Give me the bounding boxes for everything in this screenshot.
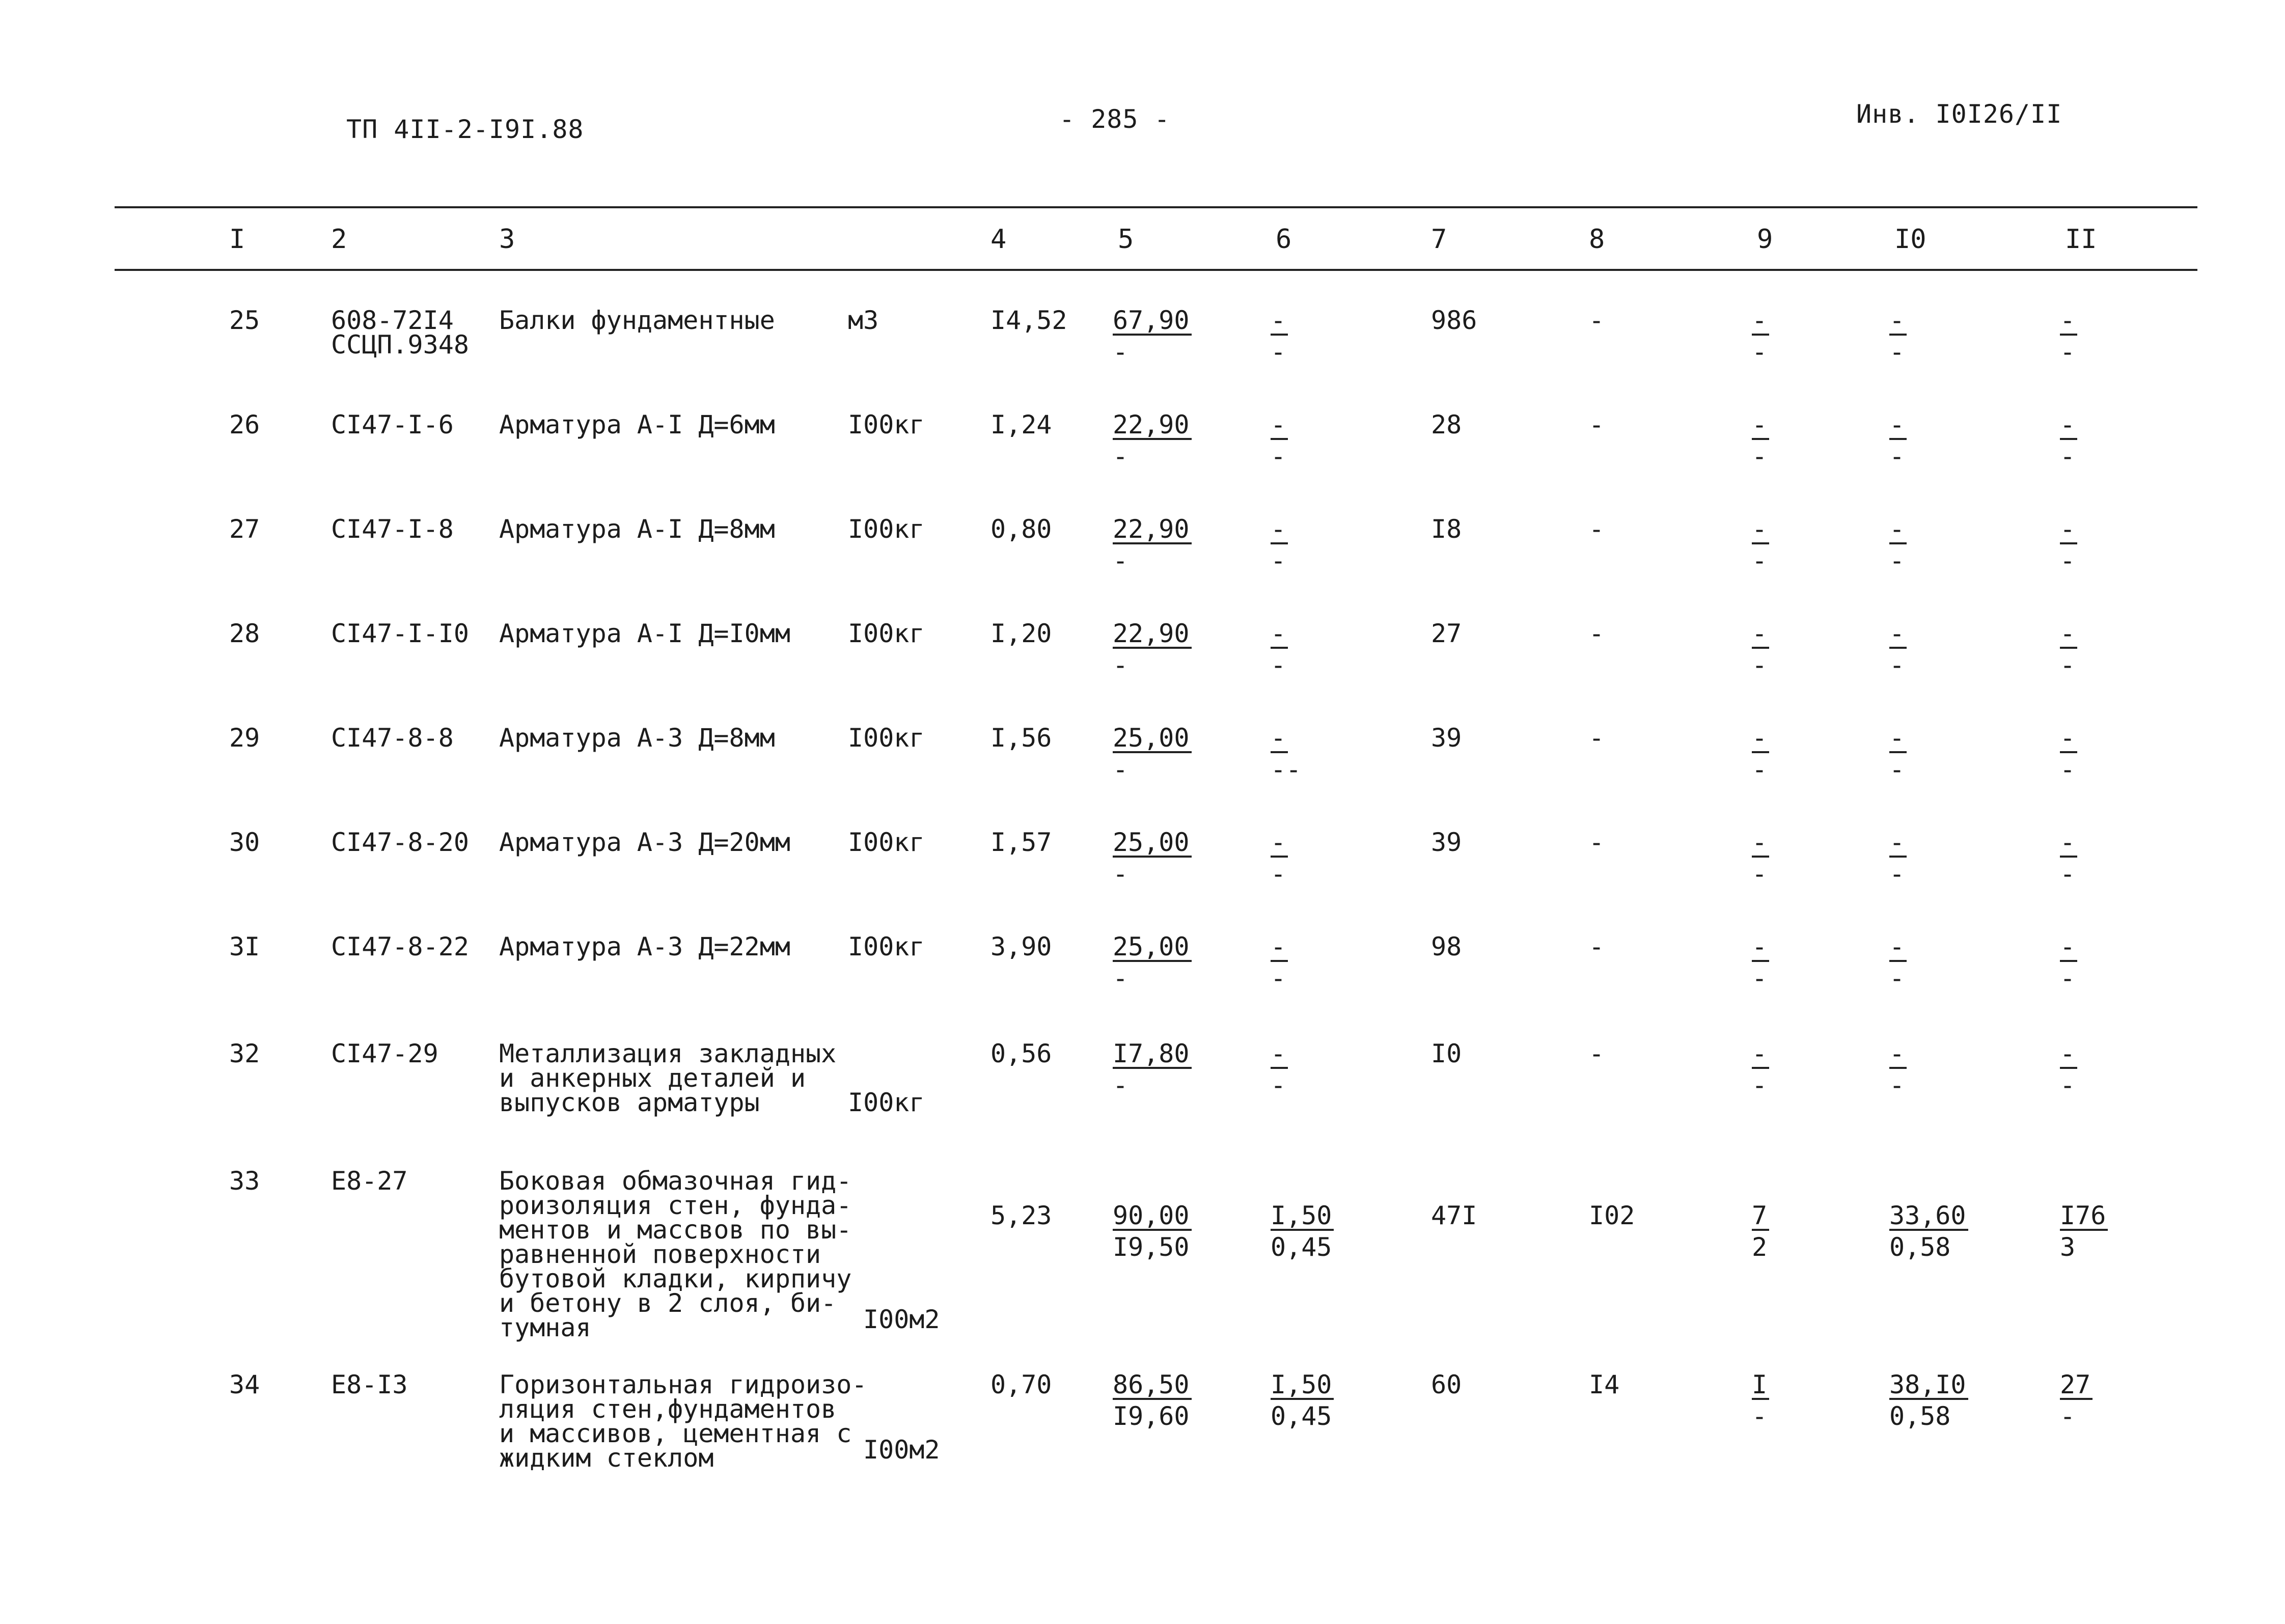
fraction-denominator: - — [2060, 442, 2076, 471]
fraction-cell-c6 — [1271, 514, 1288, 575]
fraction-cell-c11 — [2060, 1201, 2108, 1262]
fraction-numerator: I7,80 — [1113, 1041, 1192, 1069]
fraction-numerator: I,50 — [1271, 1203, 1334, 1231]
unit-cell: I00кг — [848, 619, 925, 648]
quantity-cell: I,56 — [990, 723, 1052, 753]
fraction-cell-c11 — [2060, 306, 2077, 367]
row-number-cell: 3I — [229, 932, 260, 961]
fraction-cell-c6 — [1271, 306, 1288, 367]
unit-cell: I00м2 — [863, 1305, 940, 1334]
fraction-numerator: 33,60 — [1889, 1203, 1968, 1231]
name-cell: Боковая обмазочная гид- роизоляция стен, фунда- ментов и массвов по вы- равненной поверхности бутовой кладки, кирпичу и бетону в 2 слоя, би- тумная — [499, 1166, 852, 1342]
fraction-numerator: - — [1271, 308, 1288, 336]
fraction-cell-c10 — [1889, 306, 1907, 367]
fraction-numerator: 25,00 — [1113, 726, 1192, 753]
column-header-8: 8 — [1589, 224, 1605, 255]
fraction-numerator: - — [1271, 517, 1288, 544]
fraction-cell-c11 — [2060, 412, 2077, 469]
column-header-1: I — [229, 224, 245, 255]
fraction-denominator: - — [1271, 859, 1286, 889]
fraction-denominator: - — [1889, 337, 1905, 367]
quantity-cell: 3,90 — [990, 932, 1052, 961]
fraction-numerator: - — [2060, 1041, 2077, 1069]
fraction-denominator: - — [1752, 546, 1768, 575]
fraction-denominator: - — [1752, 337, 1768, 367]
fraction-numerator: - — [1889, 517, 1907, 544]
name-cell: Арматура А-3 Д=22мм — [499, 932, 790, 961]
fraction-cell-c5 — [1113, 514, 1192, 575]
row-number-cell: 32 — [229, 1039, 260, 1068]
column-header-5: 5 — [1118, 224, 1134, 255]
row-number-cell: 25 — [229, 306, 260, 335]
fraction-numerator: - — [2060, 412, 2077, 440]
fraction-cell-c9 — [1752, 412, 1769, 469]
fraction-denominator: - — [2060, 1070, 2076, 1100]
fraction-denominator: - — [2060, 337, 2076, 367]
fraction-numerator: 7 — [1752, 1203, 1769, 1231]
fraction-denominator: - — [1752, 1070, 1768, 1100]
fraction-numerator: 22,90 — [1113, 412, 1192, 440]
fraction-numerator: - — [2060, 726, 2077, 753]
fraction-numerator: - — [1889, 830, 1907, 858]
fraction-numerator: 67,90 — [1113, 308, 1192, 336]
fraction-denominator: - — [1113, 337, 1128, 367]
fraction-cell-c9 — [1752, 1039, 1769, 1100]
name-cell: Арматура А-3 Д=20мм — [499, 828, 790, 857]
fraction-cell-c10 — [1889, 412, 1907, 469]
name-cell: Балки фундаментные — [499, 306, 775, 335]
quantity-cell: I4,52 — [990, 306, 1067, 335]
col8-cell: - — [1589, 619, 1605, 648]
row-number-cell: 34 — [229, 1370, 260, 1399]
fraction-numerator: - — [1752, 517, 1769, 544]
fraction-cell-c11 — [2060, 1039, 2077, 1100]
fraction-cell-c10 — [1889, 1370, 1968, 1431]
fraction-denominator: 0,45 — [1271, 1401, 1332, 1431]
fraction-numerator: I — [1752, 1372, 1769, 1400]
fraction-cell-c5 — [1113, 412, 1192, 469]
col8-cell: - — [1589, 828, 1605, 857]
fraction-numerator: - — [1889, 308, 1907, 336]
fraction-numerator: - — [1752, 726, 1769, 753]
code-cell: CI47-29 — [331, 1039, 438, 1068]
quantity-cell: 0,56 — [990, 1039, 1052, 1068]
row-number-cell: 29 — [229, 723, 260, 753]
col7-cell: 47I — [1431, 1201, 1477, 1230]
column-header-3: 3 — [499, 224, 515, 255]
fraction-numerator: - — [1889, 412, 1907, 440]
fraction-denominator: - — [1889, 546, 1905, 575]
fraction-numerator: 25,00 — [1113, 934, 1192, 962]
fraction-denominator: - — [1752, 755, 1768, 784]
col7-cell: 28 — [1431, 410, 1462, 439]
code-cell: CI47-I-6 — [331, 410, 454, 439]
code-cell: CI47-I-I0 — [331, 619, 469, 648]
row-number-cell: 27 — [229, 514, 260, 544]
name-cell: Металлизация закладных и анкерных деталей и выпусков арматуры — [499, 1039, 837, 1117]
fraction-numerator: - — [1271, 934, 1288, 962]
col8-cell: - — [1589, 723, 1605, 753]
name-cell: Арматура А-I Д=6мм — [499, 410, 775, 439]
fraction-numerator: - — [1752, 934, 1769, 962]
code-cell: E8-27 — [331, 1166, 408, 1196]
fraction-cell-c11 — [2060, 619, 2077, 680]
fraction-denominator: - — [1113, 442, 1128, 471]
fraction-numerator: - — [1889, 1041, 1907, 1069]
fraction-denominator: - — [1271, 546, 1286, 575]
column-header-10: I0 — [1894, 224, 1926, 255]
quantity-cell: 0,80 — [990, 514, 1052, 544]
fraction-denominator: -- — [1271, 755, 1302, 784]
fraction-denominator: - — [1271, 442, 1286, 471]
fraction-denominator: I9,60 — [1113, 1401, 1190, 1431]
col7-cell: 60 — [1431, 1370, 1462, 1399]
fraction-cell-c6 — [1271, 1039, 1288, 1100]
fraction-denominator: - — [1889, 859, 1905, 889]
name-cell: Арматура А-I Д=I0мм — [499, 619, 790, 648]
col7-cell: 986 — [1431, 306, 1477, 335]
fraction-cell-c11 — [2060, 723, 2077, 784]
fraction-denominator: - — [1271, 650, 1286, 680]
name-cell: Арматура А-I Д=8мм — [499, 514, 775, 544]
fraction-denominator: - — [1271, 337, 1286, 367]
fraction-numerator: 25,00 — [1113, 830, 1192, 858]
fraction-cell-c6 — [1271, 619, 1288, 680]
fraction-numerator: - — [1271, 1041, 1288, 1069]
fraction-cell-c10 — [1889, 1201, 1968, 1262]
fraction-cell-c9 — [1752, 932, 1769, 993]
fraction-denominator: - — [1752, 964, 1768, 993]
page-number: - 285 - — [1059, 104, 1170, 134]
fraction-cell-c6 — [1271, 412, 1288, 469]
fraction-denominator: - — [1113, 650, 1128, 680]
fraction-denominator: - — [1889, 1070, 1905, 1100]
fraction-numerator: I,50 — [1271, 1372, 1334, 1400]
unit-cell: I00кг — [848, 514, 925, 544]
fraction-denominator: - — [1752, 1401, 1768, 1431]
unit-cell: I00м2 — [863, 1435, 940, 1465]
fraction-cell-c9 — [1752, 306, 1769, 367]
col8-cell: - — [1589, 410, 1605, 439]
fraction-cell-c9 — [1752, 1370, 1769, 1431]
fraction-denominator: - — [1752, 650, 1768, 680]
col8-cell: - — [1589, 514, 1605, 544]
column-header-11: II — [2065, 224, 2097, 255]
fraction-numerator: - — [2060, 308, 2077, 336]
fraction-numerator: 90,00 — [1113, 1203, 1192, 1231]
fraction-numerator: - — [1889, 934, 1907, 962]
fraction-denominator: - — [1889, 442, 1905, 471]
name-cell: Горизонтальная гидроизо- ляция стен,фундаментов и массивов, цементная с жидким стеклом — [499, 1370, 867, 1473]
quantity-cell: I,24 — [990, 410, 1052, 439]
fraction-numerator: - — [1889, 621, 1907, 649]
fraction-cell-c10 — [1889, 1039, 1907, 1100]
fraction-numerator: 22,90 — [1113, 517, 1192, 544]
fraction-numerator: - — [1271, 412, 1288, 440]
fraction-numerator: - — [1752, 830, 1769, 858]
col7-cell: 39 — [1431, 828, 1462, 857]
row-number-cell: 26 — [229, 410, 260, 439]
fraction-cell-c10 — [1889, 514, 1907, 575]
unit-cell: м3 — [848, 306, 879, 335]
fraction-numerator: - — [1752, 412, 1769, 440]
table-rule-top — [115, 206, 2197, 208]
fraction-denominator: - — [1271, 1070, 1286, 1100]
fraction-numerator: - — [1271, 830, 1288, 858]
fraction-denominator: 3 — [2060, 1232, 2076, 1262]
unit-cell: I00кг — [848, 828, 925, 857]
table-rule-bottom — [115, 269, 2197, 271]
fraction-denominator: I9,50 — [1113, 1232, 1190, 1262]
fraction-denominator: - — [1113, 859, 1128, 889]
fraction-denominator: - — [1889, 650, 1905, 680]
row-number-cell: 30 — [229, 828, 260, 857]
col8-cell: - — [1589, 932, 1605, 961]
fraction-numerator: - — [1271, 726, 1288, 753]
fraction-denominator: - — [1113, 546, 1128, 575]
fraction-denominator: - — [2060, 1401, 2076, 1431]
fraction-cell-c11 — [2060, 1370, 2093, 1431]
name-cell: Арматура А-3 Д=8мм — [499, 723, 775, 753]
col7-cell: I8 — [1431, 514, 1462, 544]
col8-cell: - — [1589, 1039, 1605, 1068]
fraction-denominator: - — [1113, 964, 1128, 993]
code-cell: CI47-8-8 — [331, 723, 454, 753]
fraction-cell-c6 — [1271, 1201, 1334, 1262]
inventory-number: Инв. I0I26/II — [1856, 99, 2062, 129]
fraction-denominator: - — [1113, 755, 1128, 784]
fraction-numerator: - — [1752, 308, 1769, 336]
fraction-numerator: - — [1752, 621, 1769, 649]
fraction-cell-c11 — [2060, 932, 2077, 993]
fraction-denominator: - — [2060, 859, 2076, 889]
code-cell: CI47-8-22 — [331, 932, 469, 961]
fraction-cell-c5 — [1113, 932, 1192, 993]
fraction-cell-c9 — [1752, 723, 1769, 784]
row-number-cell: 28 — [229, 619, 260, 648]
fraction-numerator: - — [2060, 621, 2077, 649]
fraction-denominator: 0,45 — [1271, 1232, 1332, 1262]
col7-cell: 27 — [1431, 619, 1462, 648]
fraction-cell-c5 — [1113, 306, 1192, 367]
code-cell: 608-72I4 ССЦП.9348 — [331, 306, 469, 360]
fraction-cell-c9 — [1752, 828, 1769, 889]
fraction-cell-c11 — [2060, 828, 2077, 889]
col7-cell: I0 — [1431, 1039, 1462, 1068]
fraction-cell-c10 — [1889, 828, 1907, 889]
fraction-numerator: 27 — [2060, 1372, 2093, 1400]
col8-cell: I4 — [1589, 1370, 1620, 1399]
quantity-cell: 5,23 — [990, 1201, 1052, 1230]
fraction-denominator: - — [1889, 755, 1905, 784]
fraction-denominator: - — [1752, 859, 1768, 889]
col7-cell: 39 — [1431, 723, 1462, 753]
row-number-cell: 33 — [229, 1166, 260, 1196]
fraction-cell-c6 — [1271, 723, 1302, 784]
fraction-denominator: - — [1889, 964, 1905, 993]
quantity-cell: 0,70 — [990, 1370, 1052, 1399]
fraction-cell-c9 — [1752, 1201, 1769, 1262]
fraction-cell-c6 — [1271, 932, 1288, 993]
fraction-cell-c10 — [1889, 932, 1907, 993]
fraction-denominator: - — [2060, 650, 2076, 680]
doc-code: ТП 4II-2-I9I.88 — [346, 115, 584, 144]
fraction-numerator: - — [2060, 830, 2077, 858]
unit-cell: I00кг — [848, 410, 925, 439]
fraction-numerator: 86,50 — [1113, 1372, 1192, 1400]
fraction-cell-c10 — [1889, 723, 1907, 784]
fraction-numerator: - — [1271, 621, 1288, 649]
fraction-cell-c5 — [1113, 1201, 1192, 1262]
fraction-denominator: - — [2060, 755, 2076, 784]
fraction-denominator: - — [2060, 546, 2076, 575]
fraction-numerator: 22,90 — [1113, 621, 1192, 649]
unit-cell: I00кг — [848, 932, 925, 961]
quantity-cell: I,57 — [990, 828, 1052, 857]
code-cell: CI47-I-8 — [331, 514, 454, 544]
column-header-2: 2 — [331, 224, 347, 255]
fraction-numerator: - — [2060, 517, 2077, 544]
fraction-cell-c5 — [1113, 1370, 1192, 1431]
fraction-numerator: - — [1889, 726, 1907, 753]
column-header-4: 4 — [990, 224, 1007, 255]
fraction-numerator: 38,I0 — [1889, 1372, 1968, 1400]
code-cell: CI47-8-20 — [331, 828, 469, 857]
fraction-cell-c5 — [1113, 1039, 1192, 1100]
fraction-denominator: - — [1113, 1070, 1128, 1100]
fraction-cell-c11 — [2060, 514, 2077, 575]
fraction-denominator: 2 — [1752, 1232, 1768, 1262]
col8-cell: - — [1589, 306, 1605, 335]
fraction-denominator: - — [2060, 964, 2076, 993]
fraction-numerator: - — [1752, 1041, 1769, 1069]
fraction-cell-c9 — [1752, 514, 1769, 575]
column-header-6: 6 — [1276, 224, 1292, 255]
fraction-cell-c6 — [1271, 1370, 1334, 1431]
unit-cell: I00кг — [848, 1088, 925, 1117]
column-header-9: 9 — [1757, 224, 1773, 255]
col8-cell: I02 — [1589, 1201, 1635, 1230]
col7-cell: 98 — [1431, 932, 1462, 961]
fraction-numerator: - — [2060, 934, 2077, 962]
column-header-7: 7 — [1431, 224, 1447, 255]
fraction-denominator: - — [1271, 964, 1286, 993]
fraction-numerator: I76 — [2060, 1203, 2108, 1231]
fraction-denominator: - — [1752, 442, 1768, 471]
fraction-denominator: 0,58 — [1889, 1232, 1951, 1262]
fraction-cell-c5 — [1113, 619, 1192, 680]
fraction-cell-c9 — [1752, 619, 1769, 680]
fraction-cell-c6 — [1271, 828, 1288, 889]
fraction-cell-c5 — [1113, 828, 1192, 889]
fraction-cell-c10 — [1889, 619, 1907, 680]
quantity-cell: I,20 — [990, 619, 1052, 648]
fraction-cell-c5 — [1113, 723, 1192, 784]
unit-cell: I00кг — [848, 723, 925, 753]
code-cell: E8-I3 — [331, 1370, 408, 1399]
fraction-denominator: 0,58 — [1889, 1401, 1951, 1431]
